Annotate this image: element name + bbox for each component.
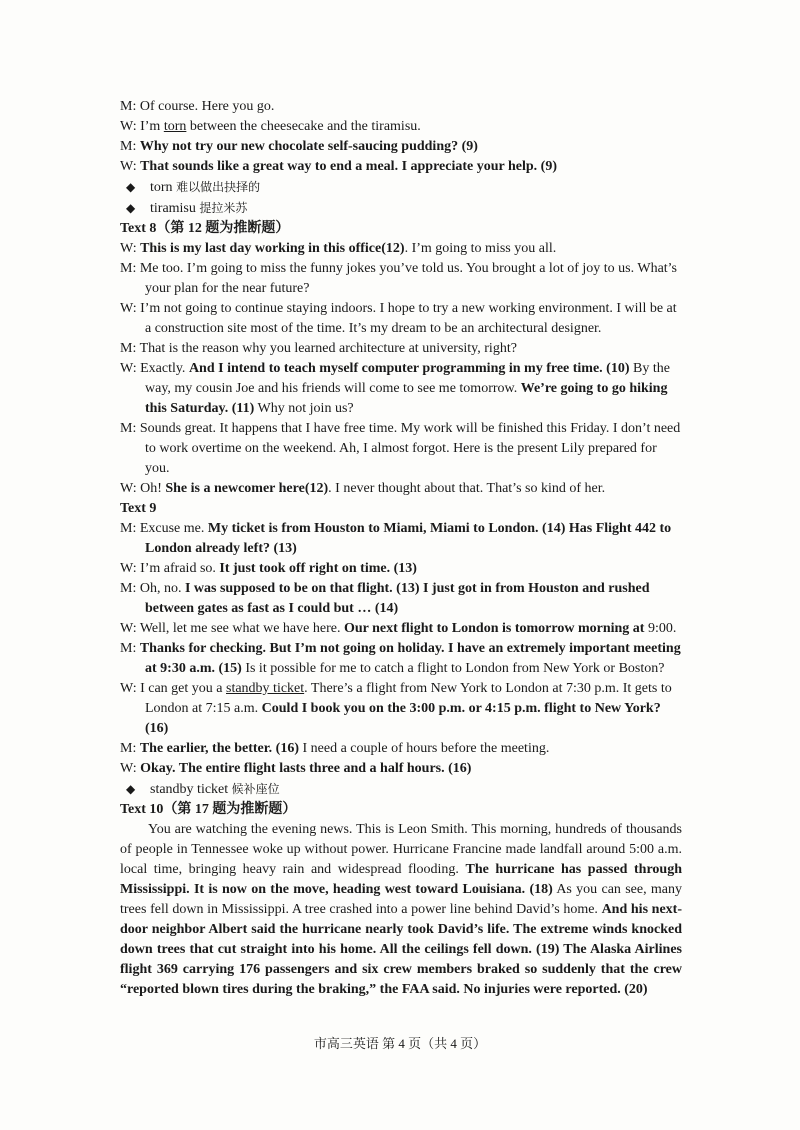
dialogue-line: [120, 137, 682, 157]
key-sentence: And I intend to teach myself computer programming in my free time. (10): [188, 361, 630, 376]
key-sentence: I was supposed to be on that flight. (13) I just got in from Houston and rushed between gates as fast as I could but … (14): [145, 581, 650, 616]
key-sentence: This is my last day working in this office(12): [140, 241, 405, 256]
text-segment: Text 10（第 17 题为推断题）: [120, 802, 297, 817]
key-sentence: It just took off right on time. (13): [219, 561, 417, 576]
key-sentence: Thanks for checking. But I’m not going on holiday. I have an extremely important meeting at 9:30 a.m. (15): [139, 641, 681, 676]
text-segment: I need a couple of hours before the meeting.: [298, 741, 550, 756]
text-segment: 9:00.: [644, 621, 677, 636]
text-segment: By the way, my cousin Joe and his friends will come to see me tomorrow.: [145, 361, 670, 396]
chinese-gloss: 候补座位: [231, 782, 280, 796]
dialogue-line: [120, 479, 682, 499]
key-sentence: Okay. The entire flight lasts three and a half hours. (16): [140, 761, 472, 776]
diamond-bullet-icon: ◆: [126, 180, 136, 194]
key-sentence: The earlier, the better. (16): [139, 741, 299, 756]
key-sentence: Our next flight to London is tomorrow morning at: [343, 621, 645, 636]
dialogue-line: [120, 259, 682, 299]
dialogue-line: [120, 619, 682, 639]
diamond-bullet-icon: ◆: [126, 201, 136, 215]
text-segment: . I never thought about that. That’s so kind of her.: [328, 481, 606, 496]
chinese-gloss: 难以做出抉择的: [176, 180, 261, 194]
key-sentence: The hurricane has passed through Mississippi. It is now on the move, heading west toward Louisiana. (18): [120, 862, 682, 897]
text-segment: M: Excuse me.: [120, 521, 208, 536]
dialogue-line: [120, 97, 682, 117]
dialogue-line: [120, 359, 682, 419]
text-segment: You are watching the evening news. This is Leon Smith. This morning, hundreds of thousands of people in Tennessee woke up without power. Hurricane Francine made landfall around 5:00 a.m. local time, bringing heavy rain and widespread flooding.: [120, 822, 682, 877]
key-sentence: And his next-door neighbor Albert said the hurricane nearly took David’s life. The extreme winds knocked down trees that cut straight into his home. All the ceilings fell down. (19) The Alaska Airlines flight 369 carrying 176 passengers and six crew members braked so suddenly that the crew “reported blown tires during the braking,” the FAA said. No injuries were reported. (20): [120, 902, 682, 997]
text-segment: Why not join us?: [254, 401, 354, 416]
text-segment: Text 8（第 12 题为推断题）: [120, 221, 290, 236]
dialogue-line: [120, 519, 682, 559]
text-segment: M: Sounds great. It happens that I have free time. My work will be finished this Friday. I don’t need to work overtime on the weekend. Ah, I almost forgot. Here is the present Lily prepared for you.: [120, 421, 681, 476]
text-segment: W:: [120, 159, 141, 174]
dialogue-line: [120, 759, 682, 779]
key-sentence: She is a newcomer here(12): [165, 481, 329, 496]
text-segment: M:: [120, 139, 140, 154]
text-segment: W: Exactly.: [120, 361, 189, 376]
section-heading: [120, 499, 682, 519]
dialogue-line: [120, 679, 682, 739]
text-segment: M:: [120, 741, 140, 756]
section-heading: [120, 219, 682, 239]
text-segment: M: That is the reason why you learned architecture at university, right?: [120, 341, 517, 356]
text-segment: W: Well, let me see what we have here.: [120, 621, 344, 636]
key-sentence: We’re going to go hiking this Saturday. (11): [145, 381, 668, 416]
vocab-note: [120, 779, 682, 800]
text-segment: W: I can get you a: [120, 681, 226, 696]
page-content: [120, 97, 682, 1000]
text-segment: W: I’m afraid so.: [120, 561, 220, 576]
text-segment: Is it possible for me to catch a flight to London from New York or Boston?: [241, 661, 665, 676]
key-sentence: That sounds like a great way to end a meal. I appreciate your help. (9): [140, 159, 557, 174]
page-footer: 市高三英语 第 4 页（共 4 页）: [313, 1036, 487, 1051]
text-segment: W:: [120, 241, 141, 256]
vocab-note: [120, 198, 682, 219]
text-segment: M:: [120, 641, 140, 656]
dialogue-line: [120, 117, 682, 137]
text-segment: W: I’m not going to continue staying indoors. I hope to try a new working environment. I will be at a construction site most of the time. It’s my dream to be an architectural designer.: [120, 301, 677, 336]
vocab-note: [120, 177, 682, 198]
underlined-term: standby ticket: [226, 681, 305, 696]
text-segment: As you can see, many trees fell down in Mississippi. A tree crashed into a power line behind David’s home.: [120, 882, 682, 917]
text-segment: M: Of course. Here you go.: [120, 99, 275, 114]
dialogue-line: [120, 239, 682, 259]
text-segment: . I’m going to miss you all.: [404, 241, 557, 256]
dialogue-line: [120, 157, 682, 177]
dialogue-line: [120, 559, 682, 579]
text-segment: Text 9: [120, 501, 157, 516]
text-segment: . There’s a flight from New York to London at 7:30 p.m. It gets to London at 7:15 a.m.: [145, 681, 672, 716]
key-sentence: My ticket is from Houston to Miami, Miami to London. (14) Has Flight 442 to London already left? (13): [145, 521, 672, 556]
dialogue-line: [120, 419, 682, 479]
text-segment: torn: [150, 180, 177, 195]
text-segment: tiramisu: [150, 201, 200, 216]
dialogue-line: [120, 579, 682, 619]
text-segment: M: Oh, no.: [120, 581, 185, 596]
text-segment: M: Me too. I’m going to miss the funny jokes you’ve told us. You brought a lot of joy to us. What’s your plan for the near future?: [120, 261, 678, 296]
text-segment: standby ticket: [150, 782, 232, 797]
key-sentence: Could I book you on the 3:00 p.m. or 4:15 p.m. flight to New York? (16): [145, 701, 661, 736]
dialogue-line: [120, 739, 682, 759]
text-segment: between the cheesecake and the tiramisu.: [186, 119, 421, 134]
section-heading: [120, 800, 682, 820]
text-segment: W: Oh!: [120, 481, 166, 496]
dialogue-line: [120, 299, 682, 339]
underlined-term: torn: [163, 119, 187, 134]
news-paragraph: [120, 820, 682, 1000]
text-segment: W: I’m: [120, 119, 164, 134]
diamond-bullet-icon: ◆: [126, 782, 136, 796]
dialogue-line: [120, 639, 682, 679]
dialogue-line: [120, 339, 682, 359]
key-sentence: Why not try our new chocolate self-saucing pudding? (9): [139, 139, 478, 154]
chinese-gloss: 提拉米苏: [199, 201, 248, 215]
text-segment: W:: [120, 761, 141, 776]
